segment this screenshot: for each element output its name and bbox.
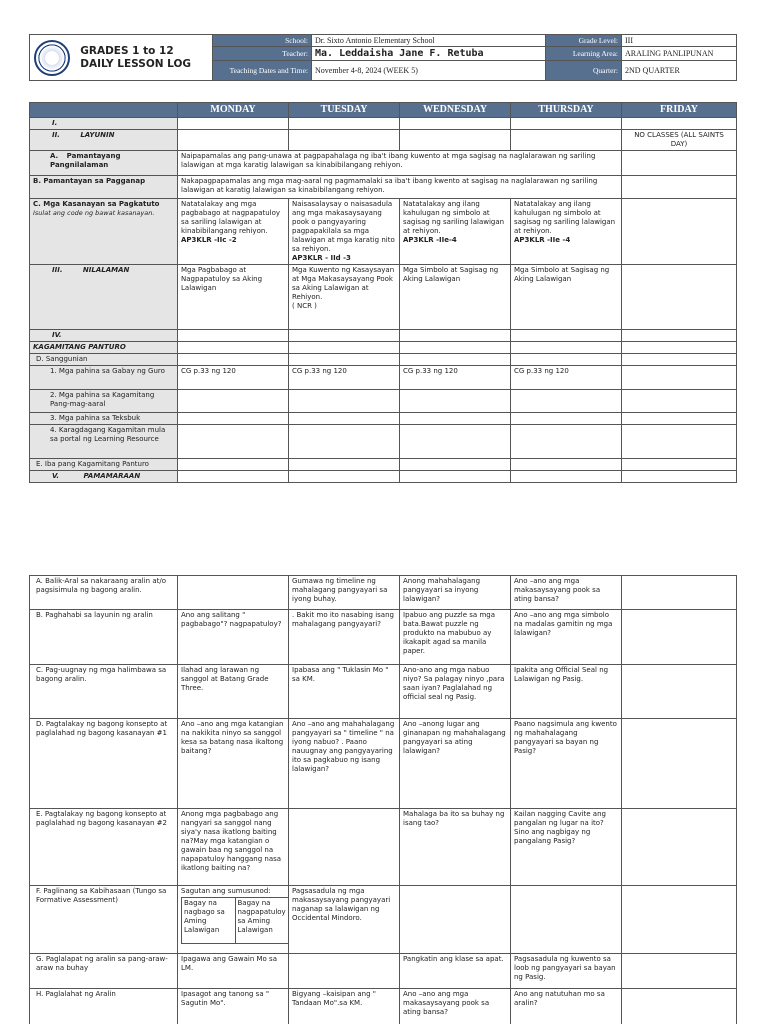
c-wednesday-code: AP3KLR -IIe-4 <box>403 236 457 244</box>
g-proc-tuesday <box>289 954 400 989</box>
c-monday <box>178 199 289 265</box>
row-i-label: I. <box>30 118 178 130</box>
g-proc-thursday: Pagsasadula ng kuwento sa loob ng pangyayari sa bayan ng Pasig. <box>511 954 622 989</box>
c-monday-text: Natatalakay ang mga pagbabago at nagpapatuloy sa sariling lalawigan at kinabibilangang rehiyon. <box>181 200 281 235</box>
c-proc-tuesday: Ipabasa ang " Tuklasin Mo " sa KM. <box>289 665 400 719</box>
school-label: School: <box>213 35 312 47</box>
a-title: Pamantayang Pangnilalaman <box>50 152 121 169</box>
d-proc-thursday: Paano nagsimula ang kwento ng mahahalagang pangyayari sa bayan ng Pasig? <box>511 719 622 809</box>
c-wednesday-text: Natatalakay ang ilang kahulugan ng simbolo at sagisag ng sariling lalawigan at rehiyon. <box>403 200 505 235</box>
d1-thursday: CG p.33 ng 120 <box>511 366 622 390</box>
dates-value: November 4-8, 2024 (WEEK 5) <box>312 61 546 81</box>
grade-label: Grade Level: <box>546 35 622 47</box>
mini-col-nagpapatuloy: Bagay na nagpapatuloy sa Aming Lalawigan <box>235 898 289 944</box>
row-g-procedure: G. Paglalapat ng aralin sa pang-araw-araw na buhay <box>30 954 178 989</box>
row-layunin-label <box>30 130 178 151</box>
area-value: ARALING PANLIPUNAN <box>622 47 737 61</box>
row-c-procedure: C. Pag-uugnay ng mga halimbawa sa bagong aralin. <box>30 665 178 719</box>
nilalaman-wednesday: Mga Simbolo at Sagisag ng Aking Lalawigan <box>400 265 511 330</box>
table-row <box>30 576 737 610</box>
c-title: C. Mga Kasanayan sa Pagkatuto <box>33 200 160 208</box>
row-d-label: D. Sanggunian <box>30 354 178 366</box>
row-nilalaman-label <box>30 265 178 330</box>
row-iv-label: IV. <box>30 330 178 342</box>
c-proc-monday: Ilahad ang larawan ng sanggol at Batang Grade Three. <box>178 665 289 719</box>
quarter-label: Quarter: <box>546 61 622 81</box>
row-d2-label: 2. Mga pahina sa Kagamitang Pang-mag-aaral <box>30 390 178 413</box>
nilalaman-tuesday <box>289 265 400 330</box>
row-b-procedure: B. Paghahabi sa layunin ng aralin <box>30 610 178 665</box>
table-row <box>30 610 737 665</box>
h-proc-tuesday: Bigyang –kaisipan ang " Tandaan Mo".sa KM. <box>289 989 400 1024</box>
nilalaman-number: III. <box>52 266 63 274</box>
row-d4-label: 4. Karagdagang Kagamitan mula sa portal ng Learning Resource <box>30 425 178 459</box>
d-proc-tuesday: Ano –ano ang mahahalagang pangyayari sa " timeline " na iyong nabuo? . Paano nauugnay ang pangyayaring ito sa pagkabuo ng isang lalawigan? <box>289 719 400 809</box>
lesson-table-part2 <box>29 575 737 1024</box>
table-row <box>30 954 737 989</box>
table-row <box>30 886 737 954</box>
pamamaraan-number: V. <box>52 472 59 480</box>
row-d1-label: 1. Mga pahina sa Gabay ng Guro <box>30 366 178 390</box>
quarter-value: 2ND QUARTER <box>622 61 737 81</box>
table-row <box>30 809 737 886</box>
a-letter: A. <box>50 152 59 160</box>
row-a-procedure: A. Balik-Aral sa nakaraang aralin at/o pagsisimula ng bagong aralin. <box>30 576 178 610</box>
c-proc-thursday: Ipakita ang Official Seal ng Lalawigan ng Pasig. <box>511 665 622 719</box>
f-proc-tuesday: Pagsasadula ng mga makasaysayang pangyayari naganap sa lalawigan ng Occidental Mindoro. <box>289 886 400 954</box>
f-monday-instruction: Sagutan ang sumusunod: <box>181 887 271 895</box>
day-header-wednesday: WEDNESDAY <box>400 103 511 118</box>
c-tuesday-code: AP3KLR - IId -3 <box>292 254 351 262</box>
mini-col-nagbago: Bagay na nagbago sa Aming Lalawigan <box>182 898 236 944</box>
a-wednesday: Anong mahahalagang pangyayari sa inyong lalawigan? <box>400 576 511 610</box>
d1-tuesday: CG p.33 ng 120 <box>289 366 400 390</box>
row-a-label <box>30 151 178 176</box>
title-cell <box>30 35 213 81</box>
row-d3-label: 3. Mga pahina sa Teksbuk <box>30 413 178 425</box>
c-thursday <box>511 199 622 265</box>
c-tuesday-text: Naisasalaysay o naisasadula ang mga makasaysayang pook o pangyayaring pagpapakilala sa mga lalawigan at mga karatig nito sa rehiyon. <box>292 200 395 253</box>
nilalaman-monday: Mga Pagbabago at Nagpapatuloy sa Aking Lalawigan <box>178 265 289 330</box>
a-monday <box>178 576 289 610</box>
title-line1: GRADES 1 to 12 <box>80 44 174 57</box>
c-monday-code: AP3KLR -IIc -2 <box>181 236 237 244</box>
b-wednesday: Ipabuo ang puzzle sa mga bata.Bawat puzzle ng produkto na mabubuo ay ikakapit agad sa manila paper. <box>400 610 511 665</box>
d1-wednesday: CG p.33 ng 120 <box>400 366 511 390</box>
f-proc-wednesday <box>400 886 511 954</box>
lesson-table-part1 <box>29 102 737 483</box>
row-e-label: E. Iba pang Kagamitang Panturo <box>30 459 178 471</box>
nilalaman-title: NILALAMAN <box>82 266 130 274</box>
b-monday: Ano ang salitang " pagbabago"? nagpapatuloy? <box>178 610 289 665</box>
e-proc-thursday: Kailan nagging Cavite ang pangalan ng lugar na ito? Sino ang nagbigay ng pangalang Pasig? <box>511 809 622 886</box>
title-line2: DAILY LESSON LOG <box>80 57 192 70</box>
row-b-label: B. Pamantayan sa Pagganap <box>30 176 178 199</box>
row-d-procedure: D. Pagtalakay ng bagong konsepto at paglalahad ng bagong kasanayan #1 <box>30 719 178 809</box>
c-note: Isulat ang code ng bawat kasanayan. <box>33 209 155 217</box>
pamantayang-pangnilalaman-text: Naipapamalas ang pang-unawa at pagpapahalaga ng iba't ibang kuwento at mga sagisag na naglalarawan ng sariling lalawigan at mga karatig lalawigan sa kinabibilangang rehiyon. <box>178 151 622 176</box>
row-c-label <box>30 199 178 265</box>
f-proc-monday <box>178 886 289 954</box>
nilalaman-tuesday-text: Mga Kuwento ng Kasaysayan at Mga Makasaysayang Pook sa Aking Lalawigan at Rehiyon. <box>292 266 395 301</box>
table-row <box>30 989 737 1024</box>
deped-seal-icon <box>34 40 70 76</box>
pamamaraan-title: PAMAMARAAN <box>83 472 141 480</box>
grade-value: III <box>622 35 737 47</box>
day-header-monday: MONDAY <box>178 103 289 118</box>
day-header-tuesday: TUESDAY <box>289 103 400 118</box>
table-row <box>30 719 737 809</box>
g-proc-wednesday: Pangkatin ang klase sa apat. <box>400 954 511 989</box>
d-proc-wednesday: Ano –anong lugar ang ginanapan ng mahahalagang pangyayari sa ating lalawigan? <box>400 719 511 809</box>
teacher-label: Teacher: <box>213 47 312 61</box>
layunin-number: II. <box>52 131 60 139</box>
dates-label: Teaching Dates and Time: <box>213 61 312 81</box>
friday-no-classes: NO CLASSES (ALL SAINTS DAY) <box>622 130 737 151</box>
h-proc-thursday: Ano ang natutuhan mo sa aralin? <box>511 989 622 1024</box>
table-row <box>30 665 737 719</box>
g-proc-monday: Ipagawa ang Gawain Mo sa LM. <box>178 954 289 989</box>
day-header-thursday: THURSDAY <box>511 103 622 118</box>
h-proc-wednesday: Ano –ano ang mga makasaysayang pook sa ating bansa? <box>400 989 511 1024</box>
nilalaman-tuesday-region: ( NCR ) <box>292 302 317 310</box>
e-proc-monday: Anong mga pagbabago ang nangyari sa sanggol nang siya'y nasa ikatlong baiting na?May mga katangian o gawain baa ng sanggol na napapatuloy hanggang nasa ikatlong baiting na? <box>178 809 289 886</box>
area-label: Learning Area: <box>546 47 622 61</box>
row-v-label <box>30 471 178 483</box>
header-table <box>29 34 737 81</box>
a-thursday: Ano –ano ang mga makasaysayang pook sa ating bansa? <box>511 576 622 610</box>
c-thursday-text: Natatalakay ang ilang kahulugan ng simbolo at sagisag ng sariling lalawigan at rehiyon. <box>514 200 616 235</box>
pamantayan-pagganap-text: Nakapagpapamalas ang mga mag-aaral ng pagmamalaki sa iba't ibang kwento at sagisag na naglalarawan ng sariling lalawigan at karatig lalawigan sa kinabibilangang rehiyon. <box>178 176 622 199</box>
a-tuesday: Gumawa ng timeline ng mahalagang pangyayari sa iyong buhay. <box>289 576 400 610</box>
row-h-procedure: H. Paglalahat ng Aralin <box>30 989 178 1024</box>
c-wednesday <box>400 199 511 265</box>
nilalaman-thursday: Mga Simbolo at Sagisag ng Aking Lalawigan <box>511 265 622 330</box>
b-tuesday: . Bakit mo ito nasabing isang mahalagang pangyayari? <box>289 610 400 665</box>
c-proc-wednesday: Ano-ano ang mga nabuo niyo? Sa palagay ninyo ,para saan iyan? Paglalahad ng official seal ng Pasig. <box>400 665 511 719</box>
h-proc-monday: Ipasagot ang tanong sa " Sagutin Mo". <box>178 989 289 1024</box>
c-tuesday <box>289 199 400 265</box>
day-header-friday: FRIDAY <box>622 103 737 118</box>
row-e-procedure: E. Pagtalakay ng bagong konsepto at paglalahad ng bagong kasanayan #2 <box>30 809 178 886</box>
d1-monday: CG p.33 ng 120 <box>178 366 289 390</box>
assessment-mini-table <box>181 897 289 944</box>
d-proc-monday: Ano –ano ang mga katangian na nakikita ninyo sa sanggol kesa sa batang nasa ikaltong baitang? <box>178 719 289 809</box>
b-thursday: Ano –ano ang mga simbolo na madalas gamitin ng mga lalawigan? <box>511 610 622 665</box>
day-header-blank <box>30 103 178 118</box>
row-kagamitan-label: KAGAMITANG PANTURO <box>30 342 178 354</box>
f-proc-thursday <box>511 886 622 954</box>
c-thursday-code: AP3KLR -IIe -4 <box>514 236 571 244</box>
e-proc-tuesday <box>289 809 400 886</box>
school-value: Dr. Sixto Antonio Elementary School <box>312 35 546 47</box>
teacher-value: Ma. Leddaisha Jane F. Retuba <box>312 47 546 61</box>
row-f-procedure: F. Paglinang sa Kabihasaan (Tungo sa Formative Assessment) <box>30 886 178 954</box>
layunin-title: LAYUNIN <box>80 131 115 139</box>
e-proc-wednesday: Mahalaga ba ito sa buhay ng isang tao? <box>400 809 511 886</box>
